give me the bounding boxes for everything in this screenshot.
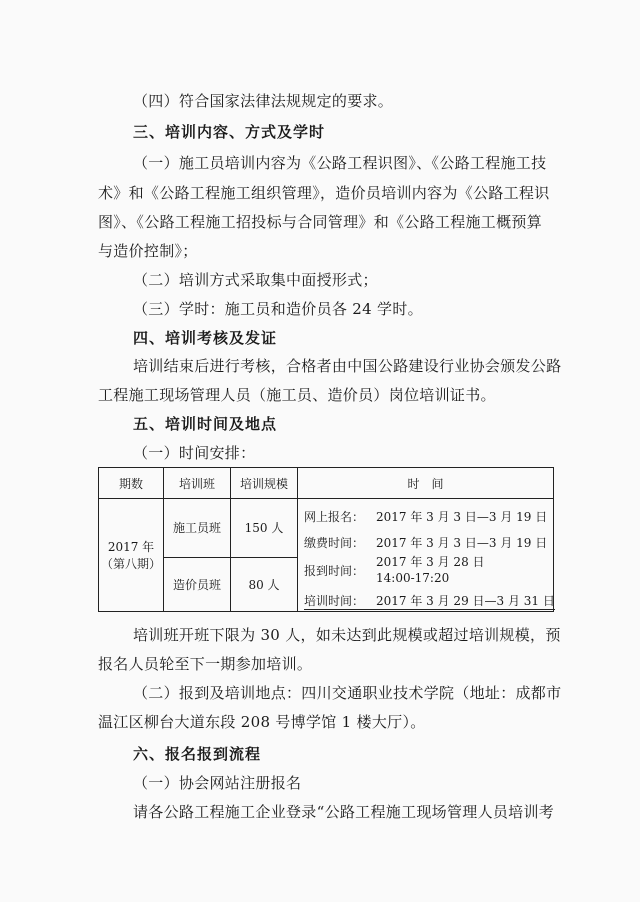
paragraph-content-1b: 术》和《公路工程施工组织管理》，造价员培训内容为《公路工程识 xyxy=(98,184,550,202)
paragraph-content-1c: 图》、《公路工程施工招投标与合同管理》和《公路工程施工概预算 xyxy=(98,213,543,231)
paragraph-minimum-a: 培训班开班下限为 30 人，如未达到此规模或超过培训规模，预 xyxy=(133,626,561,644)
table-header-row xyxy=(99,468,554,499)
class-scale-cell: 80 人 xyxy=(231,557,298,611)
period-number: （第八期） xyxy=(100,557,161,571)
header-period: 期数 xyxy=(99,468,164,499)
paragraph-assessment-a: 培训结束后进行考核，合格者由中国公路建设行业协会颁发公路 xyxy=(133,357,562,375)
period-year: 2017 年 xyxy=(107,540,155,554)
paragraph-minimum-b: 报名人员轮至下一期参加培训。 xyxy=(98,655,313,673)
class-scale-cell: 150 人 xyxy=(231,499,298,558)
paragraph-content-1a: （一）施工员培训内容为《公路工程识图》、《公路工程施工技 xyxy=(133,154,547,172)
section-heading-4: 四、培训考核及发证 xyxy=(133,329,278,347)
schedule-row-checkin-date: 2017 年 3 月 28 日 xyxy=(376,555,485,569)
paragraph-assessment-b: 工程施工现场管理人员（施工员、造价员）岗位培训证书。 xyxy=(98,386,496,404)
section-heading-6: 六、报名报到流程 xyxy=(133,745,262,763)
header-time: 时 间 xyxy=(298,468,554,499)
paragraph-requirement-4: （四）符合国家法律法规规定的要求。 xyxy=(133,92,394,110)
header-scale: 培训规模 xyxy=(231,468,298,499)
paragraph-register-1: （一）协会网站注册报名 xyxy=(133,774,302,792)
table-row xyxy=(99,499,554,558)
schedule-row-training: 培训时间： 2017 年 3 月 29 日—3 月 31 日 xyxy=(304,594,555,608)
class-name-cell: 施工员班 xyxy=(164,499,231,558)
schedule-table xyxy=(98,467,554,612)
schedule-row-online: 网上报名： 2017 年 3 月 3 日—3 月 19 日 xyxy=(304,510,548,524)
paragraph-register-login: 请各公路工程施工企业登录“公路工程施工现场管理人员培训考 xyxy=(133,803,555,821)
class-name-cell: 造价员班 xyxy=(164,557,231,611)
period-cell xyxy=(99,499,164,612)
schedule-row-checkin-label: 报到时间： xyxy=(304,564,365,578)
paragraph-schedule-intro: （一）时间安排： xyxy=(133,444,256,462)
section-heading-5: 五、培训时间及地点 xyxy=(133,415,278,433)
schedule-row-payment: 缴费时间： 2017 年 3 月 3 日—3 月 19 日 xyxy=(304,536,548,550)
paragraph-location-a: （二）报到及培训地点：四川交通职业技术学院（地址：成都市 xyxy=(133,684,562,702)
section-heading-3: 三、培训内容、方式及学时 xyxy=(133,123,326,141)
schedule-row-checkin-time: 14:00-17:20 xyxy=(376,571,450,585)
paragraph-method-2: （二）培训方式采取集中面授形式； xyxy=(133,271,378,289)
paragraph-hours-3: （三）学时：施工员和造价员各 24 学时。 xyxy=(133,300,423,318)
paragraph-location-b: 温江区柳台大道东段 208 号博学馆 1 楼大厅）。 xyxy=(98,713,426,731)
time-cell xyxy=(298,499,554,612)
header-class: 培训班 xyxy=(164,468,231,499)
paragraph-content-1d: 与造价控制》； xyxy=(98,242,198,260)
